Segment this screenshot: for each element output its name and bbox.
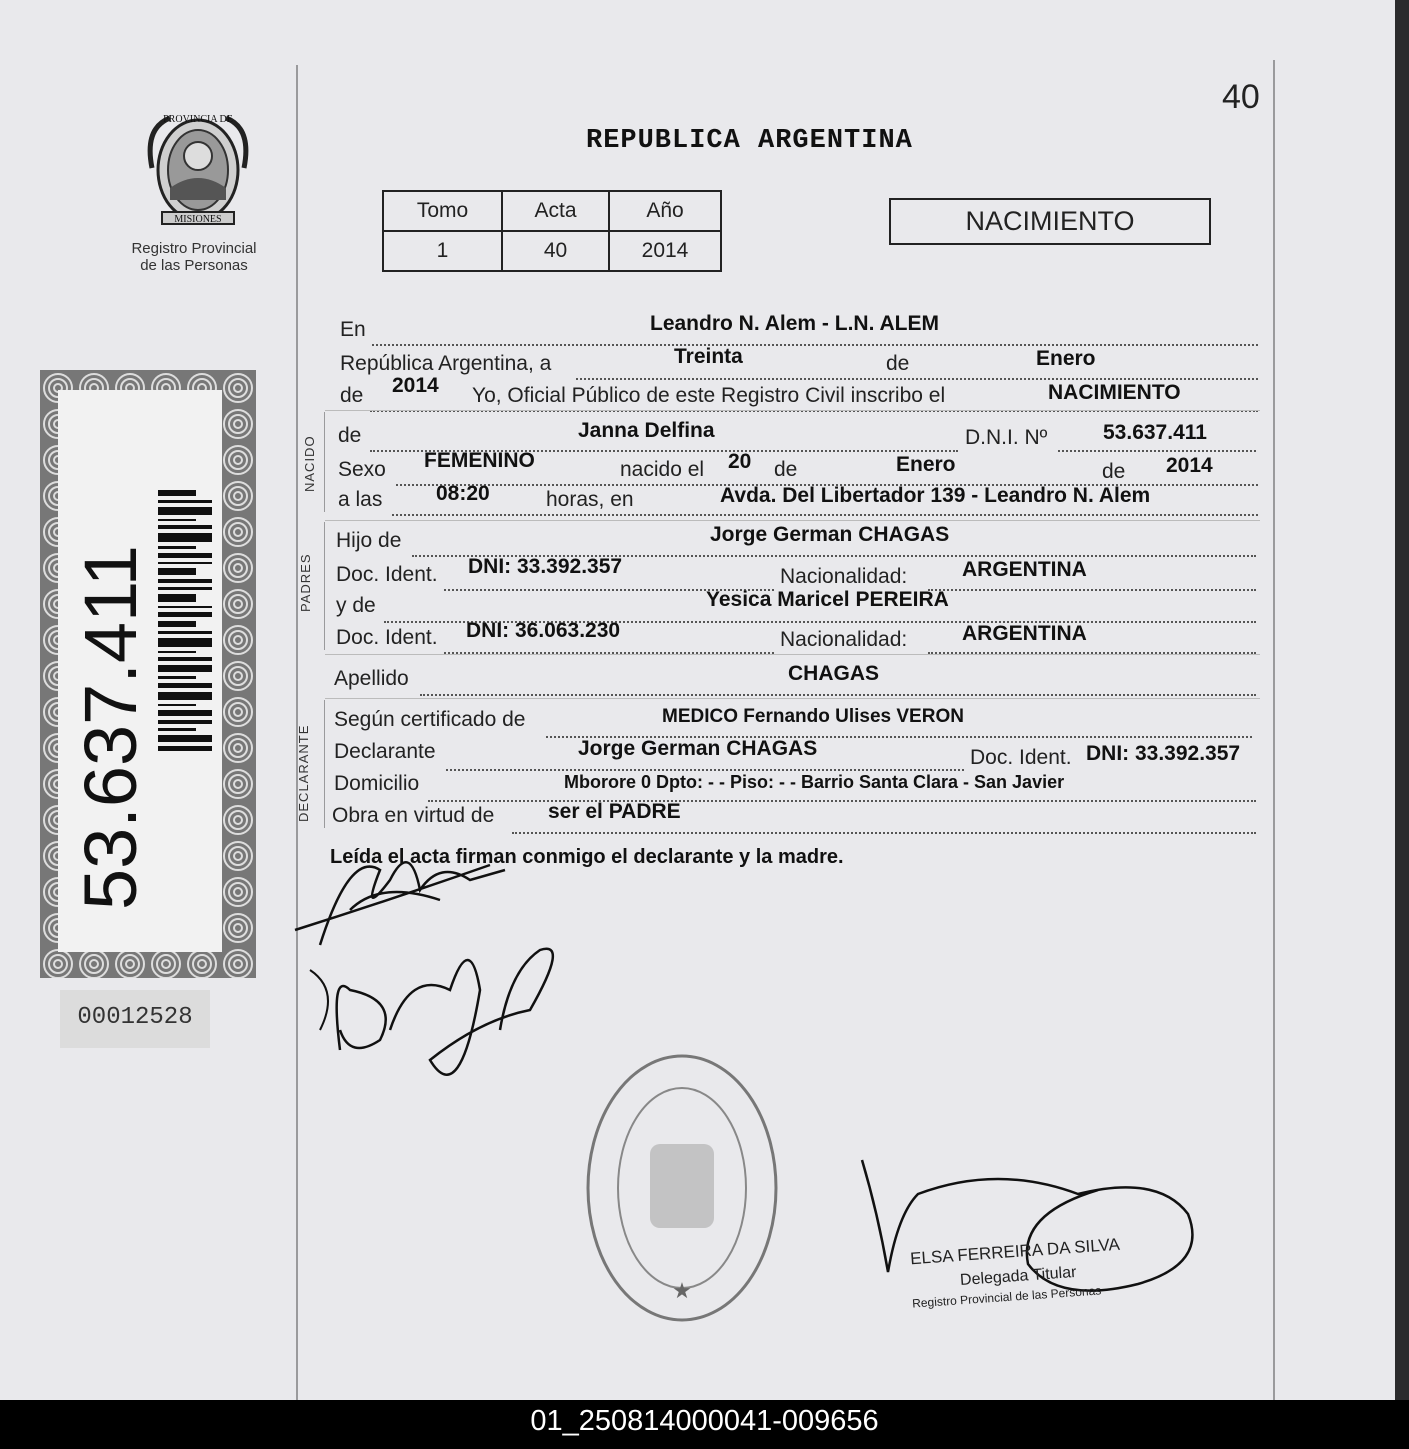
label-hijo: Hijo de: [336, 529, 402, 552]
label-republica: República Argentina, a: [340, 352, 552, 375]
birth-year: 2014: [1166, 454, 1213, 477]
date-year: 2014: [392, 374, 439, 397]
record-type-box: NACIMIENTO: [889, 198, 1211, 245]
birth-month: Enero: [896, 453, 956, 476]
declarant-doc: DNI: 33.392.357: [1086, 742, 1241, 765]
child-name: Janna Delfina: [578, 419, 715, 442]
father-name: Jorge German CHAGAS: [710, 523, 950, 546]
label-domicilio: Domicilio: [334, 772, 420, 795]
barcode-bar: [158, 507, 212, 515]
svg-text:PROVINCIA DE: PROVINCIA DE: [163, 114, 233, 125]
barcode-bar: [158, 710, 212, 716]
label-nacionalidad: Nacionalidad:: [780, 565, 908, 588]
label-de: de: [338, 424, 362, 447]
label-horas: horas, en: [546, 488, 634, 511]
scan-footer: 01_250814000041-009656: [0, 1400, 1409, 1449]
record-table: [382, 190, 722, 272]
label-declarante: Declarante: [334, 740, 436, 763]
section-separator: [325, 654, 1260, 655]
label-doc-ident: Doc. Ident.: [336, 563, 438, 586]
surname-value: CHAGAS: [788, 662, 880, 685]
section-separator: [325, 410, 1260, 411]
side-label-nacido: NACIDO: [302, 435, 317, 492]
closing-statement: Leída el acta firman conmigo el declarante y la madre.: [330, 846, 844, 868]
value-ano: 2014: [609, 231, 721, 271]
barcode-bar: [158, 676, 196, 679]
section-separator: [325, 698, 1260, 699]
label-de: de: [774, 458, 798, 481]
label-de: de: [340, 384, 364, 407]
birth-day: 20: [728, 450, 752, 473]
barcode-bar: [158, 746, 212, 751]
child-dni: 53.637.411: [1103, 421, 1207, 444]
serial-number: 00012528: [60, 990, 210, 1048]
label-nacido-el: nacido el: [620, 458, 705, 481]
section-bar: [324, 412, 325, 512]
birth-time: 08:20: [436, 482, 490, 505]
barcode-bar: [158, 546, 196, 549]
label-inscribo: Yo, Oficial Público de este Registro Civil inscribo el: [472, 384, 946, 407]
barcode-bar: [158, 728, 196, 731]
official-name: ELSA FERREIRA DA SILVA: [909, 1234, 1121, 1269]
official-role: Delegada Titular: [959, 1263, 1077, 1290]
label-apellido: Apellido: [334, 667, 409, 690]
label-obra: Obra en virtud de: [332, 804, 495, 827]
caption-line: de las Personas: [140, 257, 248, 274]
barcode-bar: [158, 579, 212, 583]
barcode-bar: [158, 587, 212, 590]
section-separator: [325, 520, 1260, 521]
value-tomo: 1: [383, 231, 502, 271]
barcode-bar: [158, 638, 212, 647]
mother-nationality: ARGENTINA: [962, 622, 1087, 645]
label-de: de: [886, 352, 910, 375]
declarant-relation: ser el PADRE: [548, 800, 681, 823]
barcode-bar: [158, 683, 212, 688]
label-doc-ident: Doc. Ident.: [336, 626, 438, 649]
barcode-bar: [158, 500, 212, 503]
father-nationality: ARGENTINA: [962, 558, 1087, 581]
mother-signature: [300, 910, 580, 1130]
header-tomo: Tomo: [383, 191, 502, 231]
barcode-bar: [158, 594, 196, 602]
barcode-bar: [158, 692, 212, 700]
barcode-bar: [158, 704, 196, 706]
section-bar: [324, 522, 325, 650]
page-number: 40: [1222, 78, 1260, 116]
barcode-bar: [158, 606, 212, 608]
scan-edge: [1395, 0, 1409, 1400]
barcode-bars: [158, 490, 212, 870]
value-acta: 40: [502, 231, 609, 271]
barcode-bar: [158, 519, 196, 521]
barcode-bar: [158, 533, 212, 542]
barcode-label: [58, 390, 222, 952]
certificate-issuer: MEDICO Fernando Ulises VERON: [662, 706, 964, 727]
barcode-bar: [158, 553, 212, 558]
barcode-bar: [158, 490, 196, 496]
svg-text:★: ★: [672, 1279, 692, 1304]
side-label-declarante: DECLARANTE: [296, 724, 311, 822]
birth-address: Avda. Del Libertador 139 - Leandro N. Alem: [720, 484, 1151, 507]
document-title: REPUBLICA ARGENTINA: [586, 126, 913, 156]
barcode-bar: [158, 657, 212, 661]
header-ano: Año: [609, 191, 721, 231]
inscribe-value: NACIMIENTO: [1048, 381, 1181, 404]
registry-caption: [94, 240, 294, 274]
barcode-bar: [158, 720, 212, 724]
barcode-bar: [158, 568, 196, 575]
declarant-address: Mborore 0 Dpto: - - Piso: - - Barrio Santa Clara - San Javier: [564, 772, 1065, 792]
barcode-bar: [158, 562, 212, 564]
official-stamp: [582, 1048, 782, 1328]
mother-doc: DNI: 36.063.230: [466, 619, 621, 642]
declarant-name: Jorge German CHAGAS: [578, 737, 818, 760]
father-doc: DNI: 33.392.357: [468, 555, 623, 578]
label-certificado: Según certificado de: [334, 708, 526, 731]
barcode-bar: [158, 735, 212, 742]
section-bar: [324, 700, 325, 828]
label-sexo: Sexo: [338, 458, 386, 481]
date-day: Treinta: [674, 345, 743, 368]
barcode-sticker: [40, 370, 256, 978]
mother-name: Yesica Maricel PEREIRA: [706, 588, 949, 611]
header-acta: Acta: [502, 191, 609, 231]
province-emblem: [140, 108, 260, 233]
svg-text:MISIONES: MISIONES: [174, 214, 222, 225]
label-dni: D.N.I. Nº: [965, 426, 1048, 449]
barcode-bar: [158, 621, 196, 627]
child-sex: FEMENINO: [424, 449, 535, 472]
barcode-dni: 53.637.411: [69, 545, 152, 910]
side-label-padres: PADRES: [298, 553, 313, 612]
caption-line: Registro Provincial: [131, 240, 257, 257]
label-y-de: y de: [336, 594, 376, 617]
label-en: En: [340, 318, 366, 341]
label-de: de: [1102, 460, 1126, 483]
barcode-bar: [158, 631, 212, 634]
label-doc-ident: Doc. Ident.: [970, 746, 1072, 769]
barcode-bar: [158, 651, 196, 653]
date-month: Enero: [1036, 347, 1096, 370]
barcode-bar: [158, 525, 212, 529]
barcode-bar: [158, 665, 212, 672]
official-office: Registro Provincial de las Personas: [911, 1283, 1102, 1311]
label-nacionalidad: Nacionalidad:: [780, 628, 908, 651]
label-a-las: a las: [338, 488, 383, 511]
margin-line-right: [1273, 60, 1275, 1400]
place-value: Leandro N. Alem - L.N. ALEM: [650, 312, 939, 335]
barcode-bar: [158, 612, 212, 617]
